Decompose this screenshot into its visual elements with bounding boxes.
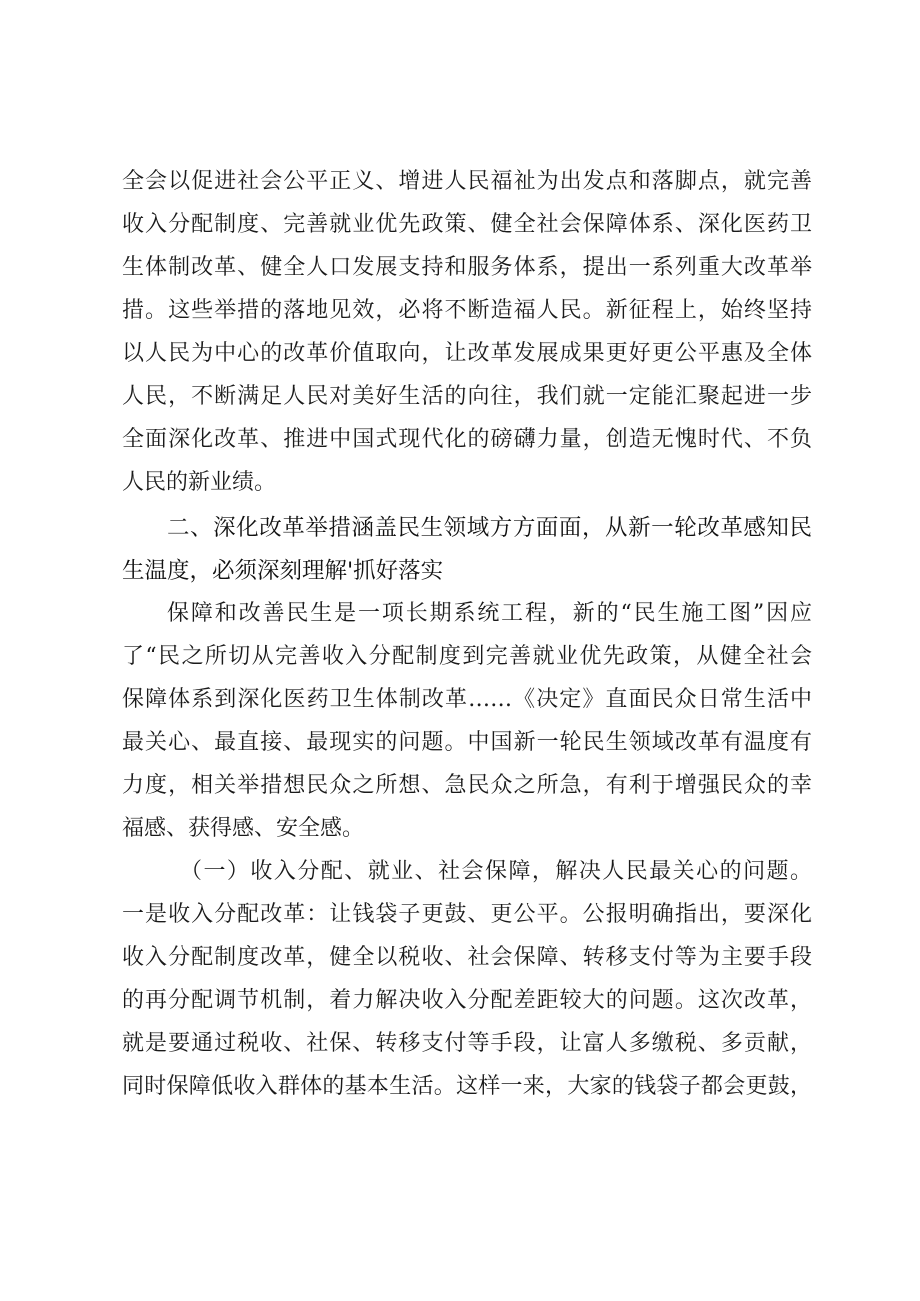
section-heading-line-2: 生温度，必须深刻理解'抓好落实: [122, 558, 444, 584]
paragraph-1-line-3: 生体制改革、健全人口发展支持和服务体系，提出一系列重大改革举: [122, 255, 812, 280]
paragraph-3-line-5: 就是要通过税收、社保、转移支付等手段，让富人多缴税、多贡献，: [122, 1031, 812, 1056]
paragraph-1-line-5: 以人民为中心的改革价值取向，让改革发展成果更好更公平惠及全体: [122, 341, 812, 366]
paragraph-1-line-2: 收入分配制度、完善就业优先政策、健全社会保障体系、深化医药卫: [122, 212, 812, 237]
paragraph-3-line-6: 同时保障低收入群体的基本生活。这样一来，大家的钱袋子都会更鼓，: [122, 1074, 812, 1099]
paragraph-2-line-1: 保障和改善民生是一项长期系统工程，新的“民生施工图”因应: [167, 601, 812, 626]
paragraph-2-line-4: 最关心、最直接、最现实的问题。中国新一轮民生领域改革有温度有: [122, 730, 812, 755]
paragraph-2-line-2: 了“民之所切从完善收入分配制度到完善就业优先政策，从健全社会: [122, 644, 812, 669]
paragraph-3-line-1: （一）收入分配、就业、社会保障，解决人民最关心的问题。: [180, 859, 812, 884]
paragraph-2-line-3: 保障体系到深化医药卫生体制改革……《决定》直面民众日常生活中: [122, 687, 812, 712]
paragraph-3-line-4: 的再分配调节机制，着力解决收入分配差距较大的问题。这次改革，: [122, 988, 812, 1013]
paragraph-3-line-3: 收入分配制度改革，健全以税收、社会保障、转移支付等为主要手段: [122, 945, 812, 970]
paragraph-1-line-1: 全会以促进社会公平正义、增进人民福祉为出发点和落脚点，就完善: [122, 169, 812, 194]
section-heading-line-1: 二、深化改革举措涵盖民生领域方方面面，从新一轮改革感知民: [167, 515, 812, 541]
paragraph-2-line-6: 福感、获得感、安全感。: [122, 816, 365, 841]
paragraph-1-line-4: 措。这些举措的落地见效，必将不断造福人民。新征程上，始终坚持: [122, 298, 812, 323]
paragraph-1-line-8: 人民的新业绩。: [122, 470, 277, 495]
paragraph-1-line-7: 全面深化改革、推进中国式现代化的磅礴力量，创造无愧时代、不负: [122, 427, 812, 452]
paragraph-2-line-5: 力度，相关举措想民众之所想、急民众之所急，有利于增强民众的幸: [122, 773, 812, 798]
paragraph-1-line-6: 人民，不断满足人民对美好生活的向往，我们就一定能汇聚起进一步: [122, 384, 812, 409]
paragraph-3-line-2: 一是收入分配改革：让钱袋子更鼓、更公平。公报明确指出，要深化: [122, 902, 812, 927]
